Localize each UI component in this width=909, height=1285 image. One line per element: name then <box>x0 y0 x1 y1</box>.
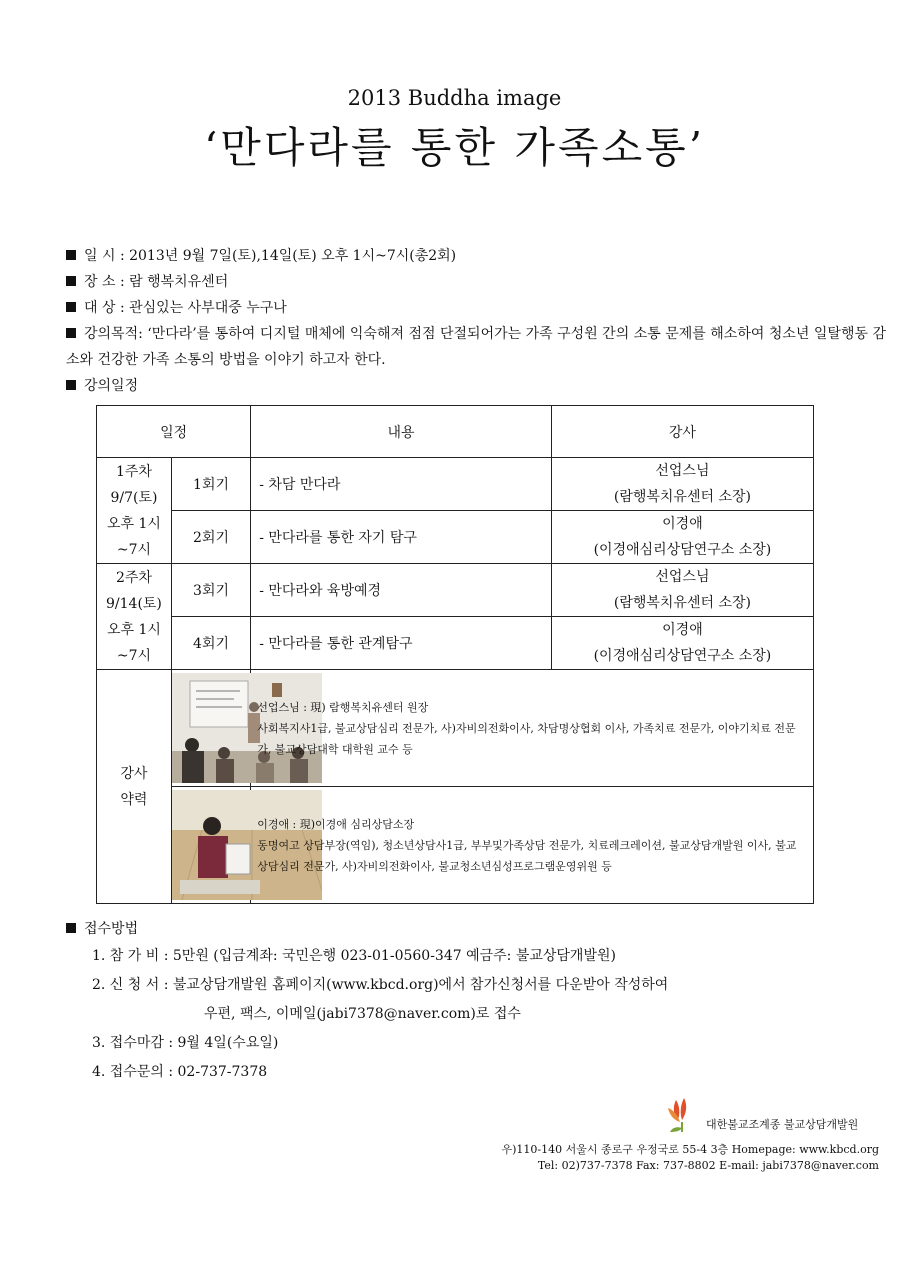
bullet-square-icon <box>66 328 76 338</box>
profile-title: 이경애 : 現)이경애 심리상담소장 <box>257 817 415 831</box>
session-lecturer <box>551 458 813 511</box>
header-content: 내용 <box>251 406 552 458</box>
session-number: 4회기 <box>171 617 250 670</box>
header-schedule: 일정 <box>97 406 251 458</box>
info-purpose-text: 강의목적: ‘만다라’를 통하여 디지털 매체에 익숙해져 점점 단절되어가는 가족 구성원 간의 소통 문제를 해소하여 청소년 일탈행동 감소와 건강한 가족 소통의 방법을 이야기 하고자 한다. <box>66 326 886 368</box>
info-section <box>66 243 886 399</box>
profile-label <box>97 670 172 904</box>
bullet-square-icon <box>66 923 76 933</box>
footer-address: 우)110-140 서울시 종로구 우정국로 55-4 3층 Homepage: www.kbcd.org <box>501 1143 879 1156</box>
session-content: - 만다라를 통한 자기 탐구 <box>251 511 552 564</box>
session-content: - 차담 만다라 <box>251 458 552 511</box>
photo-cell <box>171 787 250 904</box>
week-1-label <box>97 458 172 564</box>
info-place <box>66 269 886 295</box>
registration-item: 4. 접수문의 : 02-737-7378 <box>92 1064 268 1080</box>
session-lecturer <box>551 564 813 617</box>
registration-item: 2. 신 청 서 : 불교상담개발원 홈페이지(www.kbcd.org)에서 참가신청서를 다운받아 작성하여 <box>92 977 669 993</box>
poster-title: ‘만다라를 통한 가족소통’ <box>203 123 706 172</box>
info-target <box>66 295 886 321</box>
week-label-line: 오후 1시~7시 <box>106 621 161 664</box>
registration-list <box>92 942 668 1087</box>
info-place-text: 장 소 : 람 행복치유센터 <box>84 274 229 290</box>
table-row <box>97 670 814 787</box>
schedule-heading-text: 강의일정 <box>84 378 139 394</box>
info-purpose <box>66 321 886 373</box>
table-row <box>97 564 814 617</box>
lotus-logo-icon <box>662 1094 702 1134</box>
session-number: 2회기 <box>171 511 250 564</box>
registration-item: 3. 접수마감 : 9월 4일(수요일) <box>92 1035 279 1051</box>
bullet-square-icon <box>66 276 76 286</box>
lecturer-name: 이경애 <box>662 516 703 532</box>
photo-cell <box>171 670 250 787</box>
info-date-text: 일 시 : 2013년 9월 7일(토),14일(토) 오후 1시~7시(총2회) <box>84 248 457 264</box>
table-row <box>97 787 814 904</box>
profile-title: 선업스님 : 現) 람행복치유센터 원장 <box>257 700 429 714</box>
profile-2-bio <box>251 787 814 904</box>
session-content: - 만다라와 육방예경 <box>251 564 552 617</box>
lecturer-affiliation: (이경애심리상담연구소 소장) <box>593 648 772 664</box>
registration-heading <box>66 918 138 938</box>
footer-contact: Tel: 02)737-7378 Fax: 737-8802 E-mail: jabi7378@naver.com <box>537 1159 879 1172</box>
week-label-line: 9/14(토) <box>106 595 162 612</box>
lecturer-affiliation: (람행복치유센터 소장) <box>613 595 751 611</box>
bullet-square-icon <box>66 302 76 312</box>
lecturer-name: 이경애 <box>662 622 703 638</box>
organization-name: 대한불교조계종 불교상담개발원 <box>706 1118 859 1131</box>
info-date <box>66 243 886 269</box>
table-header-row <box>97 406 814 458</box>
lecturer-name: 선업스님 <box>655 569 710 585</box>
session-number: 1회기 <box>171 458 250 511</box>
lecturer-affiliation: (이경애심리상담연구소 소장) <box>593 542 772 558</box>
header-lecturer: 강사 <box>551 406 813 458</box>
bullet-square-icon <box>66 250 76 260</box>
schedule-table <box>96 405 814 904</box>
session-lecturer <box>551 617 813 670</box>
lecturer-affiliation: (람행복치유센터 소장) <box>613 489 751 505</box>
week-label-line: 1주차 <box>115 463 152 480</box>
table-row <box>97 458 814 511</box>
profile-label-line: 강사 <box>120 765 148 782</box>
bullet-square-icon <box>66 380 76 390</box>
registration-heading-text: 접수방법 <box>84 921 139 937</box>
profile-body: 사회복지사1급, 불교상담심리 전문가, 사)자비의전화이사, 차담명상협회 이사, 가족치료 전문가, 이야기치료 전문가, 불교상담대학 대학원 교수 등 <box>257 721 796 756</box>
session-lecturer <box>551 511 813 564</box>
profile-body: 동명여고 상담부장(역임), 청소년상담사1급, 부부및가족상담 전문가, 치료레크레이션, 불교상담개발원 이사, 불교상담심리 전문가, 사)자비의전화이사, 불교청소년심성프로그램운영위원 등 <box>257 838 797 873</box>
registration-item: 1. 참 가 비 : 5만원 (입금계좌: 국민은행 023-01-0560-347 예금주: 불교상담개발원) <box>92 948 616 964</box>
session-number: 3회기 <box>171 564 250 617</box>
info-schedule-heading <box>66 373 886 399</box>
session-content: - 만다라를 통한 관계탐구 <box>251 617 552 670</box>
week-label-line: 오후 1시~7시 <box>106 515 161 558</box>
profile-label-line: 약력 <box>120 791 148 808</box>
registration-item-continuation: 우편, 팩스, 이메일(jabi7378@naver.com)로 접수 <box>204 1006 521 1022</box>
week-label-line: 2주차 <box>115 569 152 586</box>
table-row <box>97 617 814 670</box>
week-label-line: 9/7(토) <box>110 489 158 506</box>
profile-1-bio <box>251 670 814 787</box>
poster-subtitle: 2013 Buddha image <box>347 86 562 110</box>
organization-mark <box>662 1094 882 1134</box>
info-target-text: 대 상 : 관심있는 사부대중 누구나 <box>84 300 287 316</box>
lecturer-name: 선업스님 <box>655 463 710 479</box>
table-row <box>97 511 814 564</box>
week-2-label <box>97 564 172 670</box>
